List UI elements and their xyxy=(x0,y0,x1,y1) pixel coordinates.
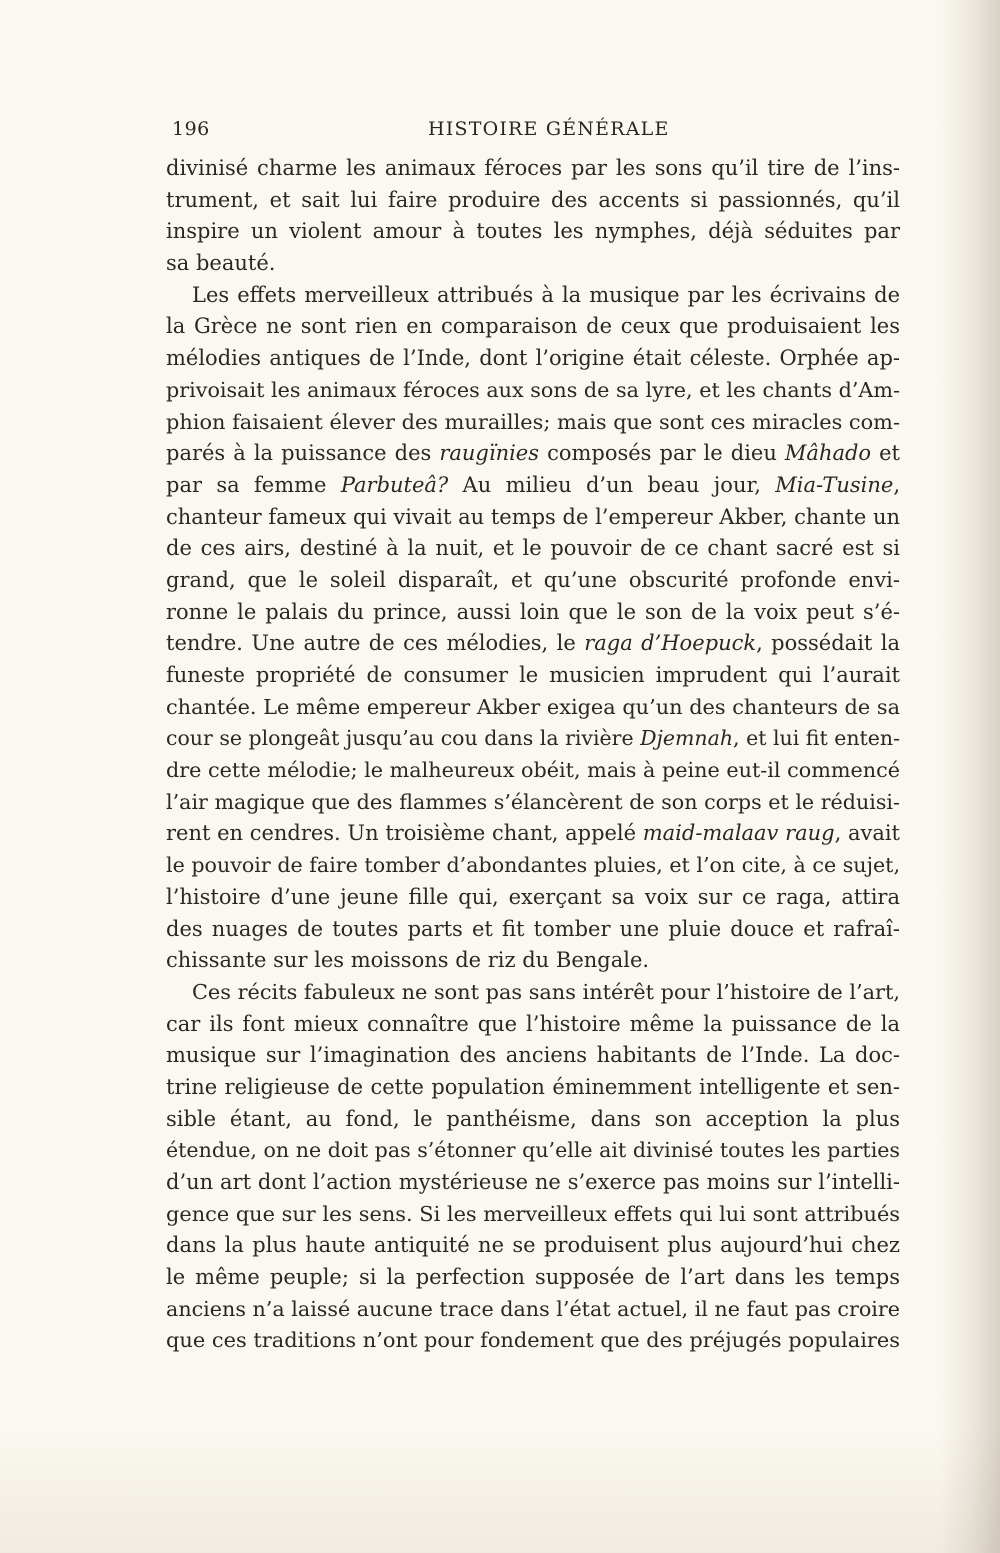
italic-term: Mia-Tusine xyxy=(775,472,894,497)
text-line xyxy=(166,533,900,565)
text-run: , avait xyxy=(834,821,900,846)
text-run: parés à la puissance des xyxy=(166,441,440,466)
text-line xyxy=(166,723,900,755)
text-run: divinisé charme les animaux féroces par les sons qu’il tire de l’ins- xyxy=(166,156,900,180)
italic-term: raugïnies xyxy=(439,441,540,466)
text-line xyxy=(166,914,900,946)
text-run: phion faisaient élever des murailles; mais que sont ces miracles com- xyxy=(166,409,900,434)
text-run: dans la plus haute antiquité ne se produisent plus aujourd’hui chez xyxy=(166,1233,900,1258)
italic-term: Mâhado xyxy=(784,441,872,466)
running-head xyxy=(172,118,896,148)
text-run: musique sur l’imagination des anciens habitants de l’Inde. La doc- xyxy=(166,1043,900,1068)
text-run: privoisait les animaux féroces aux sons de sa lyre, et les chants d’Am- xyxy=(166,377,900,402)
text-line xyxy=(166,565,900,597)
text-line xyxy=(166,977,900,1009)
text-line xyxy=(166,850,900,882)
text-run: composés par le dieu xyxy=(539,441,785,466)
text-line xyxy=(166,248,900,280)
text-line xyxy=(166,470,900,502)
text-line xyxy=(166,660,900,692)
text-run: grand, que le soleil disparaît, et qu’une obscurité profonde envi- xyxy=(166,567,900,592)
text-line xyxy=(166,882,900,914)
text-run: et xyxy=(871,441,900,466)
text-line xyxy=(166,185,900,217)
text-run: sa beauté. xyxy=(166,251,276,276)
text-run: étendue, on ne doit pas s’étonner qu’elle ait divinisé toutes les parties xyxy=(166,1138,900,1163)
text-line xyxy=(166,1040,900,1072)
text-line xyxy=(166,375,900,407)
text-run: Les effets merveilleux attribués à la musique par les écrivains de xyxy=(192,282,900,307)
text-line xyxy=(166,945,900,977)
text-line xyxy=(166,438,900,470)
text-run: le même peuple; si la perfection supposée de l’art dans les temps xyxy=(166,1265,900,1290)
text-line xyxy=(166,216,900,248)
page-header-title: HISTOIRE GÉNÉRALE xyxy=(428,118,670,140)
text-line xyxy=(166,787,900,819)
text-line xyxy=(166,1262,900,1294)
italic-term: Djemnah xyxy=(640,726,734,751)
text-line xyxy=(166,343,900,375)
body-text xyxy=(166,153,900,1357)
text-run: que ces traditions n’ont pour fondement que des préjugés populaires xyxy=(166,1328,900,1353)
text-line xyxy=(166,818,900,850)
text-run: Ces récits fabuleux ne sont pas sans intérêt pour l’histoire de l’art, xyxy=(192,979,900,1004)
text-run: chissante sur les moissons de riz du Bengale. xyxy=(166,948,650,973)
text-run: , possédait la xyxy=(756,631,900,656)
text-run: funeste propriété de consumer le musicien imprudent qui l’aurait xyxy=(166,663,900,687)
text-line xyxy=(166,1199,900,1231)
text-run: par sa femme xyxy=(166,472,341,497)
text-line xyxy=(166,755,900,787)
text-run: des nuages de toutes parts et fit tomber une pluie douce et rafraî- xyxy=(166,916,900,941)
text-line xyxy=(166,502,900,534)
text-line xyxy=(166,1135,900,1167)
text-line xyxy=(166,1294,900,1326)
text-run: le pouvoir de faire tomber d’abondantes pluies, et l’on cite, à ce sujet, xyxy=(166,853,900,878)
text-run: l’histoire d’une jeune fille qui, exerçant sa voix sur ce raga, attira xyxy=(166,884,900,909)
italic-term: Parbuteâ? xyxy=(340,472,449,497)
italic-term: maid-malaav raug xyxy=(642,821,835,846)
text-line xyxy=(166,153,900,185)
text-line xyxy=(166,1230,900,1262)
text-run: mélodies antiques de l’Inde, dont l’origine était céleste. Orphée ap- xyxy=(166,346,900,371)
text-run: ronne le palais du prince, aussi loin que le son de la voix peut s’é- xyxy=(166,599,900,624)
text-line xyxy=(166,1104,900,1136)
text-run: chanteur fameux qui vivait au temps de l’empereur Akber, chante un xyxy=(166,504,900,529)
text-run: sible étant, au fond, le panthéisme, dans son acception la plus xyxy=(166,1106,900,1131)
text-run: car ils font mieux connaître que l’histoire même la puissance de la xyxy=(166,1011,900,1036)
text-run: la Grèce ne sont rien en comparaison de ceux que produisaient les xyxy=(166,314,900,339)
text-line xyxy=(166,1325,900,1357)
text-run: l’air magique que des flammes s’élancèrent de son corps et le réduisi- xyxy=(166,789,900,814)
text-run: cour se plongeât jusqu’au cou dans la rivière xyxy=(166,726,641,751)
text-line xyxy=(166,597,900,629)
text-line xyxy=(166,1009,900,1041)
text-run: d’un art dont l’action mystérieuse ne s’exerce pas moins sur l’intelli- xyxy=(166,1170,900,1194)
text-run: chantée. Le même empereur Akber exigea qu’un des chanteurs de sa xyxy=(166,694,900,719)
text-run: tendre. Une autre de ces mélodies, le xyxy=(166,631,585,656)
text-line xyxy=(166,1072,900,1104)
text-line xyxy=(166,692,900,724)
text-run: trine religieuse de cette population éminemment intelligente et sen- xyxy=(166,1074,900,1099)
text-run: inspire un violent amour à toutes les nymphes, déjà séduites par xyxy=(166,219,900,244)
italic-term: raga d’Hoepuck xyxy=(584,631,757,656)
text-run: , xyxy=(893,472,900,497)
text-run: trument, et sait lui faire produire des accents si passionnés, qu’il xyxy=(166,187,900,212)
text-run: de ces airs, destiné à la nuit, et le pouvoir de ce chant sacré est si xyxy=(166,536,900,561)
page-number: 196 xyxy=(172,118,210,140)
text-run: , et lui fit enten- xyxy=(733,726,900,751)
text-run: dre cette mélodie; le malheureux obéit, mais à peine eut-il commencé xyxy=(166,758,900,783)
text-line xyxy=(166,280,900,312)
text-line xyxy=(166,628,900,660)
text-line xyxy=(166,311,900,343)
text-run: Au milieu d’un beau jour, xyxy=(448,472,776,497)
text-line xyxy=(166,1167,900,1199)
text-line xyxy=(166,407,900,439)
text-run: anciens n’a laissé aucune trace dans l’état actuel, il ne faut pas croire xyxy=(166,1296,900,1321)
text-run: rent en cendres. Un troisième chant, appelé xyxy=(166,821,643,846)
text-run: gence que sur les sens. Si les merveilleux effets qui lui sont attribués xyxy=(166,1201,900,1226)
